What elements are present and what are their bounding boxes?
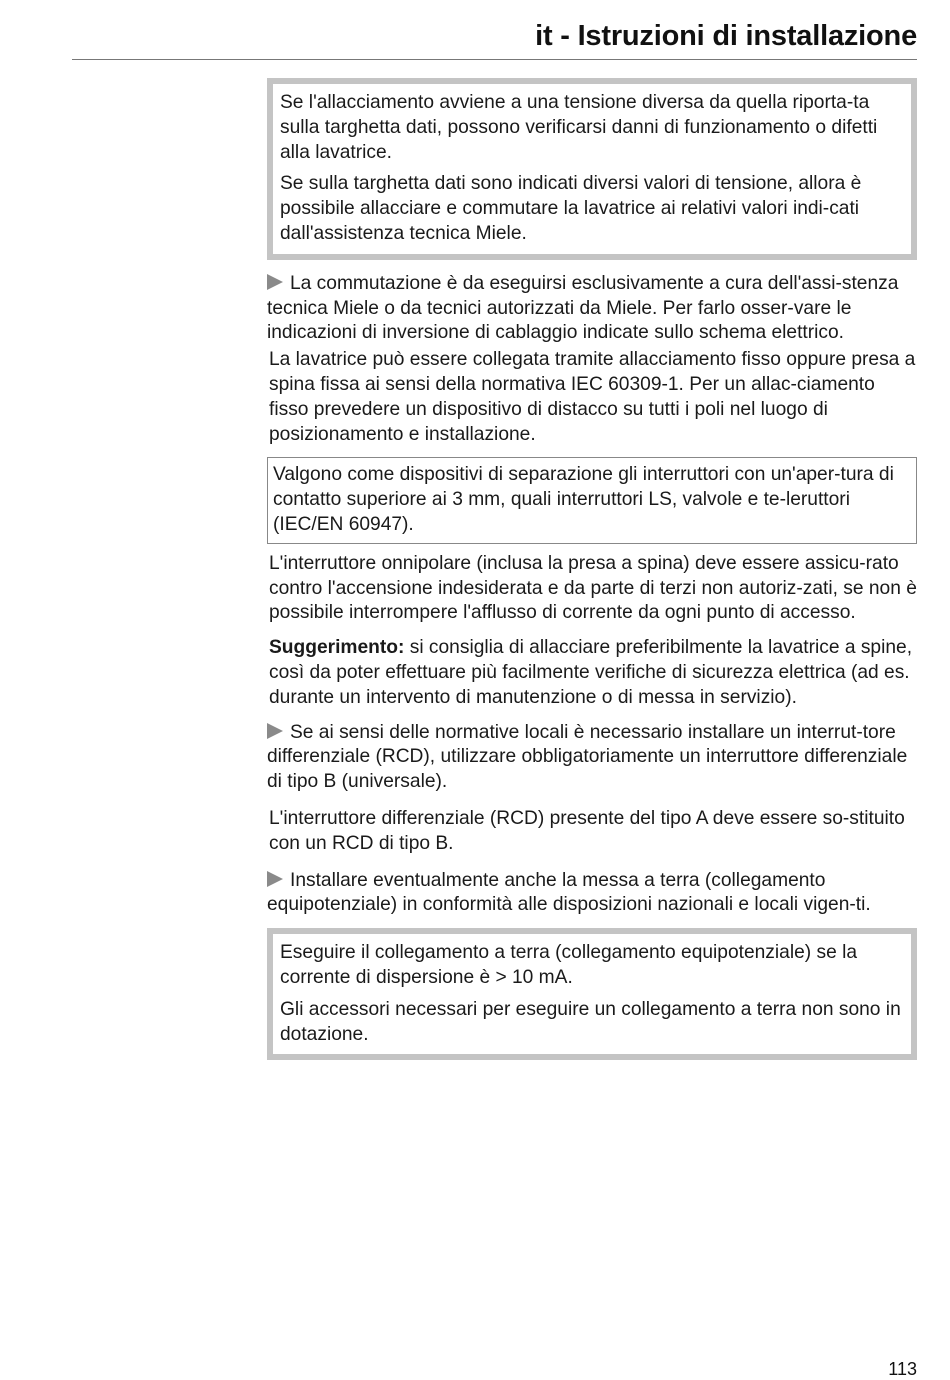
- paragraph-omnipolar-switch: L'interruttore onnipolare (inclusa la presa a spina) deve essere assicu-rato contro l'accensione indesiderata e da parte di terzi non autoriz-zati, se non è possibile interrompere l'afflusso di corrente da ogni punto di accesso.: [269, 552, 917, 624]
- warning-grounding-text-2: Gli accessori necessari per eseguire un collegamento a terra non sono in dotazione.: [280, 998, 901, 1045]
- step-commutation-text: La commutazione è da eseguirsi esclusivamente a cura dell'assi-stenza tecnica Miele o da tecnici autorizzati da Miele. Per farlo osser-vare le indicazioni di inversione di cablaggio indicate sullo schema elettrico.: [267, 272, 899, 344]
- header-divider: [72, 59, 917, 60]
- warning-box-voltage: [267, 78, 917, 260]
- note-separation-text: Valgono come dispositivi di separazione gli interruttori con un'aper-tura di contatto superiore ai 3 mm, quali interruttori LS, valvole e te-leruttori (IEC/EN 60947).: [273, 464, 894, 535]
- step-arrow-icon: [267, 274, 283, 290]
- tip-label: Suggerimento:: [269, 637, 405, 659]
- tip-text: si consiglia di allacciare preferibilmente la lavatrice a spine, così da poter effettuare più facilmente verifiche di sicurezza elettrica (ad es. durante un intervento di manutenzione o di messa in servizio).: [269, 637, 913, 708]
- step-commutation: [267, 272, 917, 346]
- page-title: it - Istruzioni di installazione: [535, 20, 917, 52]
- paragraph-connection: La lavatrice può essere collegata tramite allacciamento fisso oppure presa a spina fissa ai sensi della normativa IEC 60309-1. Per un allac-ciamento fisso prevedere un dispositivo di distacco su tutti i poli nel luogo di posizionamento e installazione.: [269, 349, 916, 445]
- step-arrow-icon: [267, 871, 283, 887]
- step-arrow-icon: [267, 723, 283, 739]
- step-rcd-text: Se ai sensi delle normative locali è necessario installare un interrut-tore differenziale (RCD), utilizzare obbligatoriamente un interruttore differenziale di tipo B (universale).: [267, 721, 908, 793]
- tip-paragraph: [267, 636, 917, 710]
- step-grounding: [267, 869, 917, 919]
- note-box-separation: [267, 457, 917, 543]
- step-grounding-text: Installare eventualmente anche la messa a terra (collegamento equipotenziale) in conformità alle disposizioni nazionali e locali vigen-ti.: [267, 869, 871, 916]
- content-column: [267, 78, 917, 1060]
- paragraph-rcd-replacement: L'interruttore differenziale (RCD) presente del tipo A deve essere so-stituito con un RCD di tipo B.: [269, 807, 905, 854]
- warning-box-grounding: [267, 928, 917, 1060]
- warning-voltage-text-1: Se l'allacciamento avviene a una tensione diversa da quella riporta-ta sulla targhetta dati, possono verificarsi danni di funzionamento o difetti alla lavatrice.: [280, 92, 878, 163]
- warning-voltage-text-2: Se sulla targhetta dati sono indicati diversi valori di tensione, allora è possibile allacciare e commutare la lavatrice ai relativi valori indi-cati dall'assistenza tecnica Miele.: [280, 173, 862, 244]
- warning-grounding-text-1: Eseguire il collegamento a terra (collegamento equipotenziale) se la corrente di dispersione è > 10 mA.: [280, 942, 858, 988]
- page-number: 113: [888, 1359, 917, 1379]
- step-rcd: [267, 721, 917, 795]
